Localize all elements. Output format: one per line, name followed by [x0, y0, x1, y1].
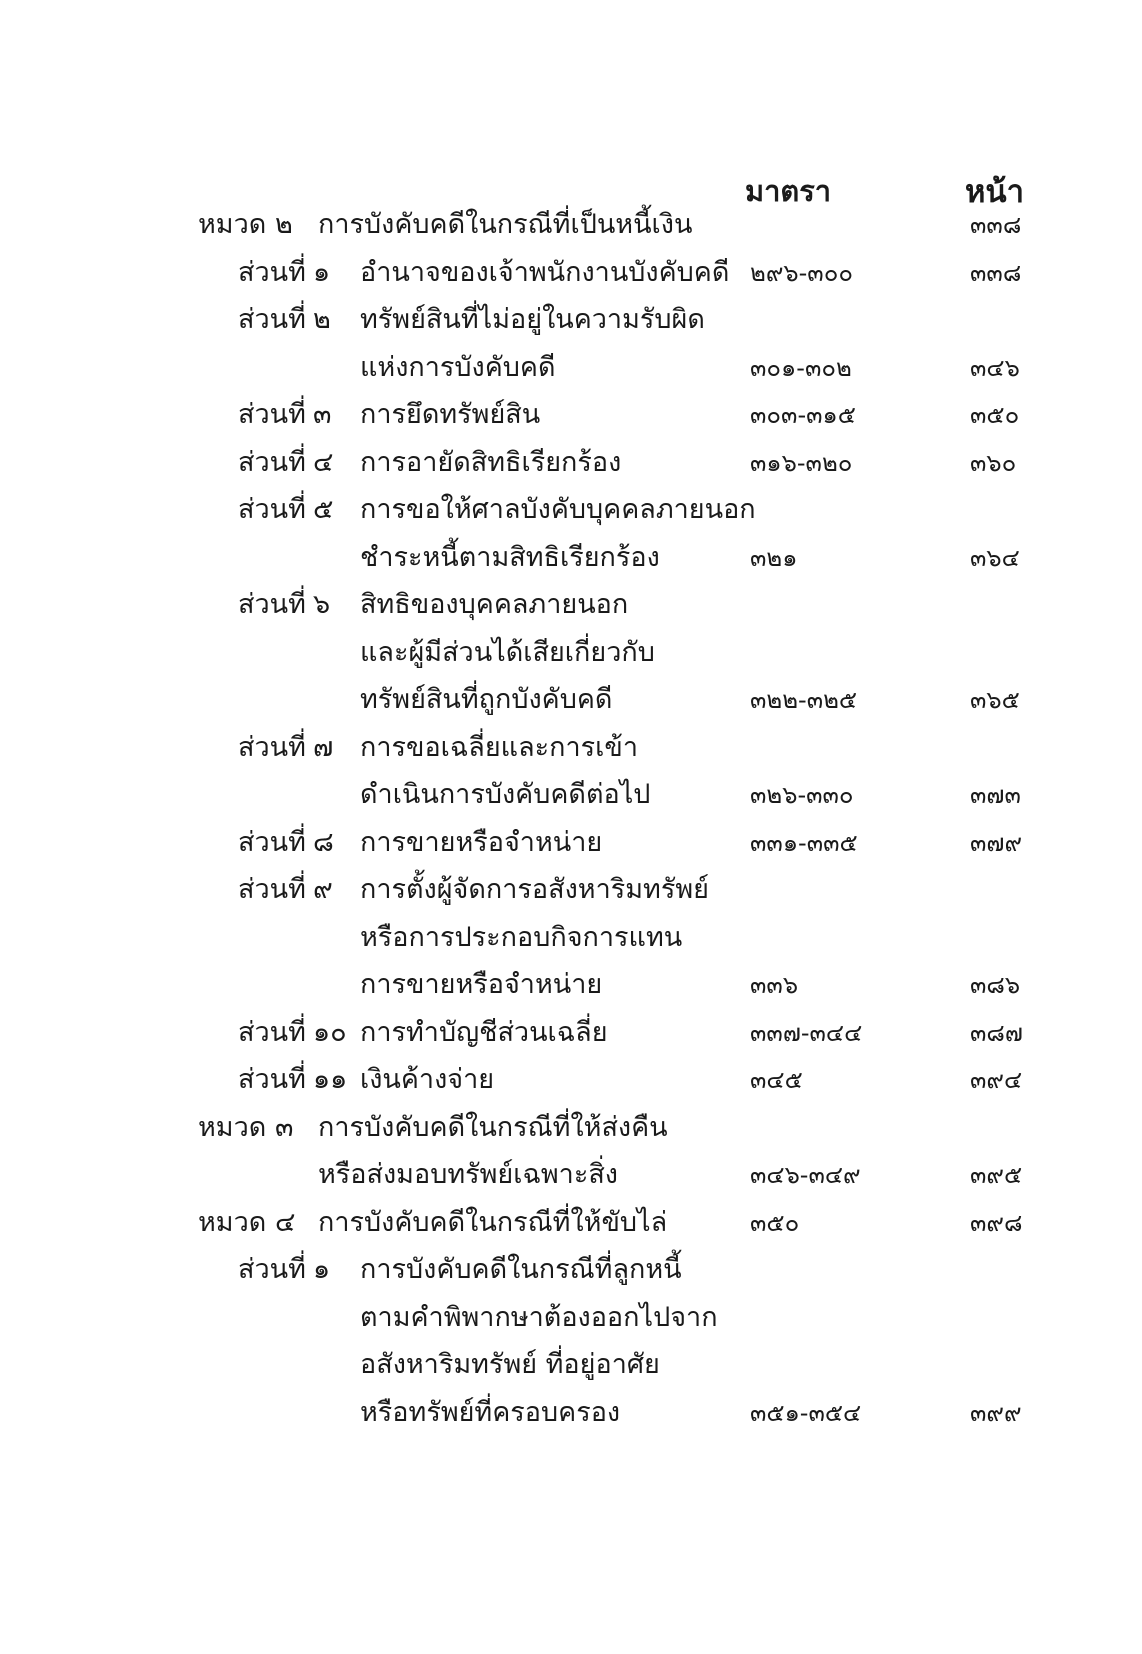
part-number: ๗ — [313, 731, 334, 763]
chapter-number: ๒ — [275, 209, 293, 240]
part-number: ๕ — [313, 494, 334, 525]
entry-title: ตามคำพิพากษาต้องออกไปจาก — [360, 1301, 718, 1333]
page-number: ๓๖๕ — [970, 686, 1020, 714]
toc-row — [0, 485, 1142, 535]
chapter-label: หมวด — [198, 1111, 267, 1143]
toc-row — [0, 295, 1142, 345]
page-number: ๓๙๕ — [970, 1161, 1023, 1189]
toc-row — [0, 770, 1142, 820]
part-label: ส่วนที่ — [238, 1254, 306, 1285]
entry-title: การขอเฉลี่ยและการเข้า — [360, 731, 638, 763]
section-range: ๓๔๕ — [750, 1066, 803, 1094]
toc-row — [0, 723, 1142, 773]
toc-row — [0, 675, 1142, 725]
entry-title: ทรัพย์สินที่ไม่อยู่ในความรับผิด — [360, 304, 705, 335]
part-label: ส่วนที่ — [238, 304, 306, 335]
toc-row — [0, 960, 1142, 1010]
entry-title: การบังคับคดีในกรณีที่ลูกหนี้ — [360, 1254, 682, 1285]
page-number: ๓๗๙ — [970, 828, 1023, 857]
toc-row — [0, 390, 1142, 440]
part-number: ๑ — [313, 1254, 331, 1285]
toc-row — [0, 1388, 1142, 1438]
entry-title: การขายหรือจำหน่าย — [360, 826, 603, 858]
entry-title: การบังคับคดีในกรณีที่ให้ขับไล่ — [318, 1206, 668, 1238]
part-number: ๓ — [313, 399, 332, 430]
toc-row — [0, 438, 1142, 488]
toc-row — [0, 1245, 1142, 1295]
page-number: ๓๙๔ — [970, 1066, 1023, 1094]
toc-row — [0, 1293, 1142, 1343]
chapter-label: หมวด — [198, 1206, 267, 1238]
part-number: ๒ — [313, 304, 331, 335]
entry-title: ทรัพย์สินที่ถูกบังคับคดี — [360, 684, 613, 715]
toc-row — [0, 1055, 1142, 1105]
entry-title: ดำเนินการบังคับคดีต่อไป — [360, 779, 651, 810]
part-label: ส่วนที่ — [238, 399, 306, 430]
section-range: ๓๕๐ — [750, 1208, 800, 1237]
page-number: ๓๕๐ — [970, 401, 1020, 429]
section-range: ๓๓๗-๓๔๔ — [750, 1018, 863, 1047]
section-range: ๓๐๓-๓๑๕ — [750, 401, 856, 429]
entry-title: ชำระหนี้ตามสิทธิเรียกร้อง — [360, 541, 660, 573]
page-number: ๓๔๖ — [970, 353, 1020, 382]
entry-title: สิทธิของบุคคลภายนอก — [360, 589, 629, 620]
section-range: ๓๒๒-๓๒๕ — [750, 686, 858, 714]
section-range: ๓๔๖-๓๔๙ — [750, 1161, 861, 1189]
entry-title: และผู้มีส่วนได้เสียเกี่ยวกับ — [360, 636, 655, 668]
toc-row — [0, 343, 1142, 393]
section-range: ๓๓๑-๓๓๕ — [750, 828, 858, 857]
toc-row — [0, 580, 1142, 630]
chapter-label: หมวด — [198, 209, 267, 240]
part-label: ส่วนที่ — [238, 826, 306, 858]
section-range: ๓๑๖-๓๒๐ — [750, 448, 853, 477]
part-number: ๑ — [313, 256, 331, 288]
toc-row — [0, 865, 1142, 915]
toc-row — [0, 200, 1142, 250]
part-label: ส่วนที่ — [238, 1016, 306, 1048]
part-label: ส่วนที่ — [238, 446, 306, 478]
entry-title: การขายหรือจำหน่าย — [360, 969, 603, 1000]
part-number: ๑๑ — [313, 1064, 348, 1095]
section-range: ๓๒๖-๓๓๐ — [750, 781, 854, 809]
page-number: ๓๓๘ — [970, 211, 1022, 239]
toc-row — [0, 533, 1142, 583]
chapter-number: ๔ — [275, 1206, 296, 1238]
page-number: ๓๘๖ — [970, 971, 1021, 999]
entry-title: การยึดทรัพย์สิน — [360, 399, 541, 430]
section-range: ๓๕๑-๓๕๔ — [750, 1398, 862, 1427]
toc-row — [0, 1103, 1142, 1153]
part-number: ๔ — [313, 446, 334, 478]
part-label: ส่วนที่ — [238, 874, 306, 905]
page-number: ๓๙๙ — [970, 1398, 1022, 1427]
part-label: ส่วนที่ — [238, 1064, 306, 1095]
toc-row — [0, 818, 1142, 868]
section-column-header: มาตรา — [745, 174, 832, 208]
section-range: ๓๓๖ — [750, 971, 799, 999]
entry-title: การตั้งผู้จัดการอสังหาริมทรัพย์ — [360, 874, 709, 905]
toc-row — [0, 248, 1142, 298]
toc-row — [0, 1150, 1142, 1200]
part-label: ส่วนที่ — [238, 731, 306, 763]
page-number: ๓๓๘ — [970, 258, 1022, 287]
page-number: ๓๖๔ — [970, 543, 1020, 572]
part-number: ๘ — [313, 826, 334, 858]
entry-title: อสังหาริมทรัพย์ ที่อยู่อาศัย — [360, 1349, 660, 1380]
part-label: ส่วนที่ — [238, 494, 306, 525]
entry-title: หรือส่งมอบทรัพย์เฉพาะสิ่ง — [318, 1159, 618, 1190]
page-column-header: หน้า — [965, 174, 1025, 210]
page-number: ๓๘๗ — [970, 1018, 1023, 1047]
toc-row — [0, 1340, 1142, 1390]
section-range: ๓๒๑ — [750, 543, 798, 572]
page-number: ๓๖๐ — [970, 448, 1017, 477]
entry-title: หรือการประกอบกิจการแทน — [360, 921, 683, 953]
section-range: ๓๐๑-๓๐๒ — [750, 353, 852, 382]
toc-row — [0, 913, 1142, 963]
toc-row — [0, 1008, 1142, 1058]
part-label: ส่วนที่ — [238, 256, 306, 288]
entry-title: การบังคับคดีในกรณีที่เป็นหนี้เงิน — [318, 209, 693, 240]
entry-title: อำนาจของเจ้าพนักงานบังคับคดี — [360, 256, 730, 288]
part-number: ๙ — [313, 874, 333, 905]
entry-title: เงินค้างจ่าย — [360, 1064, 495, 1095]
entry-title: แห่งการบังคับคดี — [360, 351, 556, 383]
toc-row — [0, 1198, 1142, 1248]
part-number: ๑๐ — [313, 1016, 347, 1048]
entry-title: การอายัดสิทธิเรียกร้อง — [360, 446, 622, 478]
entry-title: การขอให้ศาลบังคับบุคคลภายนอก — [360, 494, 756, 525]
section-range: ๒๙๖-๓๐๐ — [750, 258, 853, 287]
page-number: ๓๗๓ — [970, 781, 1021, 809]
part-number: ๖ — [313, 589, 331, 620]
entry-title: การทำบัญชีส่วนเฉลี่ย — [360, 1016, 608, 1048]
entry-title: การบังคับคดีในกรณีที่ให้ส่งคืน — [318, 1111, 668, 1143]
chapter-number: ๓ — [275, 1111, 294, 1143]
part-label: ส่วนที่ — [238, 589, 306, 620]
toc-row — [0, 628, 1142, 678]
entry-title: หรือทรัพย์ที่ครอบครอง — [360, 1396, 621, 1428]
page-number: ๓๙๘ — [970, 1208, 1023, 1237]
